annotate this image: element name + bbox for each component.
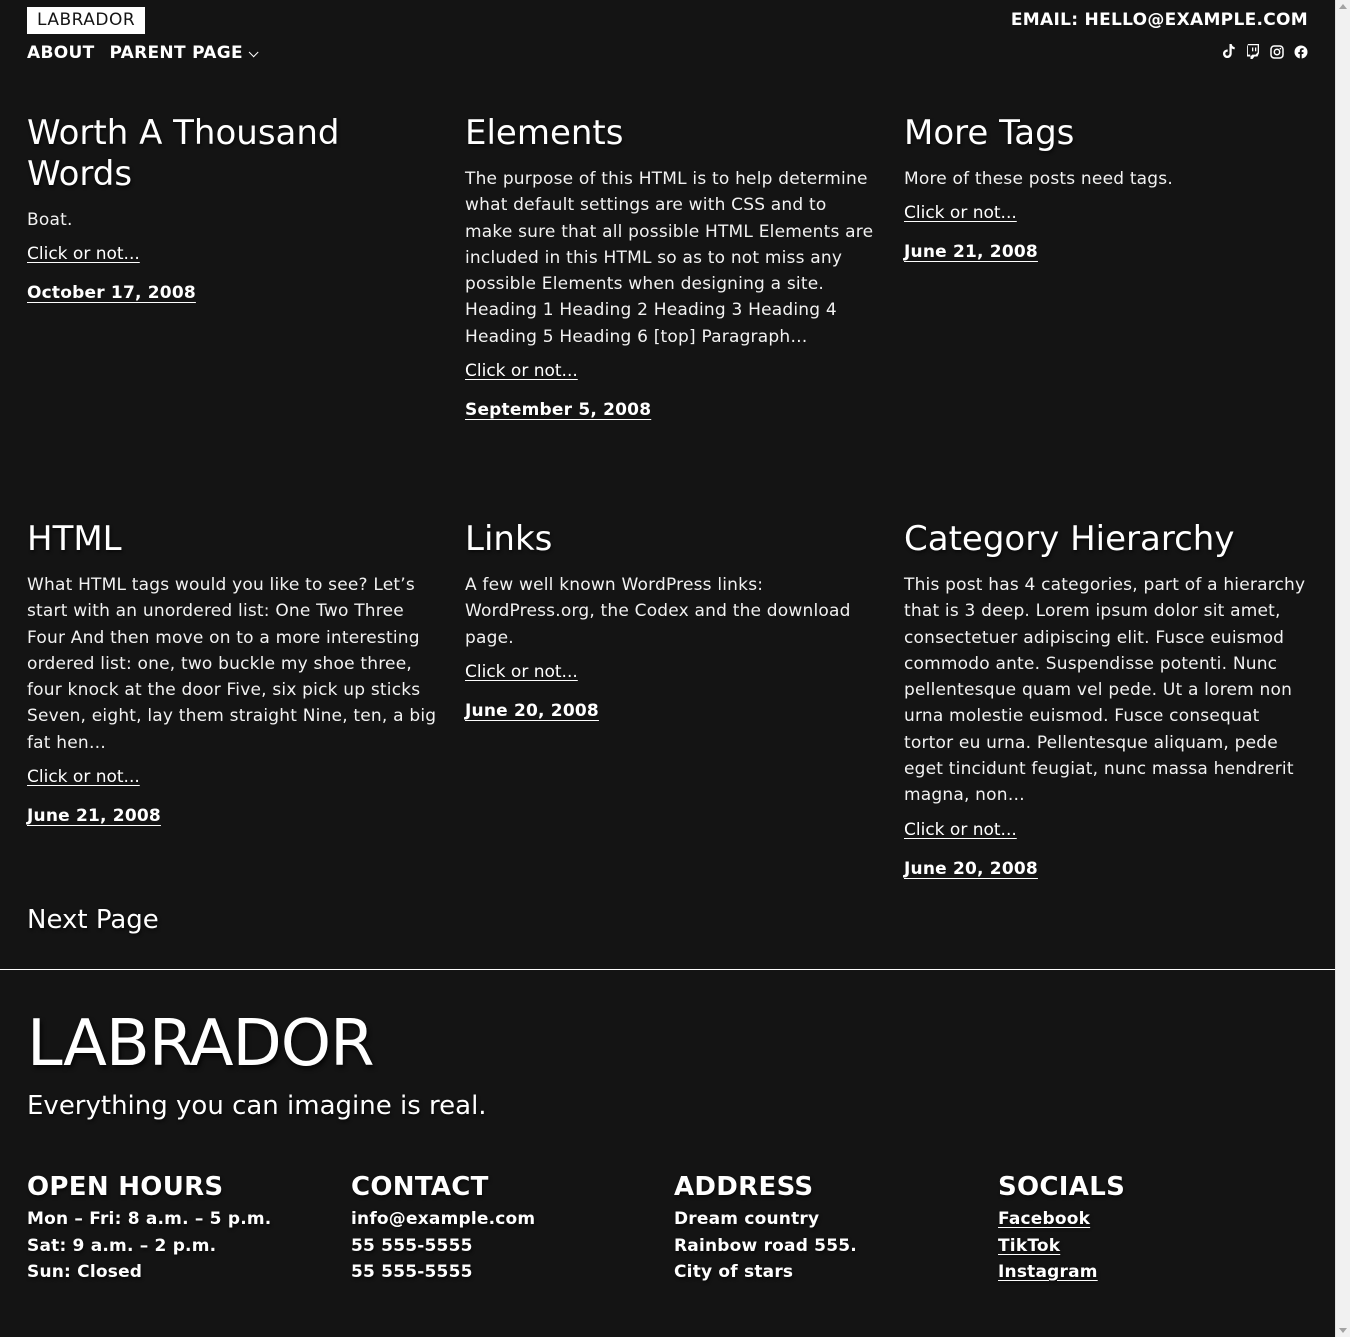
main-nav: [27, 41, 255, 65]
post-date[interactable]: June 20, 2008: [465, 700, 599, 721]
address-line: City of stars: [674, 1262, 794, 1282]
facebook-icon[interactable]: [1293, 44, 1308, 59]
chevron-down-icon: [249, 47, 259, 57]
footer-socials: [998, 1170, 1298, 1286]
post-title[interactable]: HTML: [27, 519, 122, 559]
footer-open-hours: [27, 1170, 327, 1286]
hours-line: Sat: 9 a.m. – 2 p.m.: [27, 1235, 217, 1256]
header-email: EMAIL: HELLO@EXAMPLE.COM: [1010, 10, 1308, 30]
next-page-link[interactable]: Next Page: [27, 905, 159, 935]
read-more-link[interactable]: Click or not...: [27, 244, 140, 265]
read-more-link[interactable]: Click or not...: [27, 767, 140, 788]
twitch-icon[interactable]: [1245, 44, 1260, 59]
nav-item-label: PARENT PAGE: [109, 43, 243, 63]
footer-heading: OPEN HOURS: [27, 1172, 224, 1202]
footer-site-title[interactable]: LABRADOR: [27, 1007, 374, 1081]
footer-contact: [351, 1170, 651, 1286]
address-line: Rainbow road 555.: [674, 1235, 857, 1256]
tiktok-icon[interactable]: [1221, 44, 1236, 59]
read-more-link[interactable]: Click or not...: [465, 661, 578, 682]
post-title[interactable]: Elements: [465, 113, 624, 153]
post-excerpt: The purpose of this HTML is to help determine what default settings are with CSS and to make sure that all possible HTML Elements are included in this HTML so as to not miss any possible Elements when designing a site. Heading 1 Heading 2 Heading 3 Heading 4 Heading 5 Heading 6 [top] Paragraph…: [465, 169, 874, 347]
post-date[interactable]: September 5, 2008: [465, 400, 652, 421]
nav-item-parent-page[interactable]: [109, 41, 254, 65]
footer-link-tiktok[interactable]: TikTok: [998, 1235, 1061, 1256]
hours-line: Sun: Closed: [27, 1262, 143, 1282]
post-title[interactable]: Links: [465, 519, 553, 559]
post-card: [27, 113, 437, 305]
hours-line: Mon – Fri: 8 a.m. – 5 p.m.: [27, 1209, 272, 1229]
contact-email: info@example.com: [351, 1209, 536, 1229]
scroll-down-icon[interactable]: [1339, 1328, 1347, 1333]
post-date[interactable]: June 21, 2008: [904, 242, 1038, 263]
footer-link-facebook[interactable]: Facebook: [998, 1209, 1091, 1229]
post-excerpt: This post has 4 categories, part of a hierarchy that is 3 deep. Lorem ipsum dolor sit amet, consectetuer adipiscing elit. Fusce euismod commodo ante. Suspendisse potenti. Nunc pellentesque quam vel pede. Ut a lorem non urna molestie euismod. Fusce consequat tortor eu urna. Pellentesque aliquam, pede eget tincidunt feugiat, nunc massa hendrerit magna, non…: [904, 575, 1306, 806]
read-more-link[interactable]: Click or not...: [904, 203, 1017, 224]
post-title[interactable]: Worth A Thousand Words: [27, 113, 340, 194]
address-line: Dream country: [674, 1209, 820, 1229]
footer-link-instagram[interactable]: Instagram: [998, 1262, 1098, 1282]
post-card: [465, 113, 875, 422]
read-more-link[interactable]: Click or not...: [465, 361, 578, 382]
footer-tagline: Everything you can imagine is real.: [27, 1091, 487, 1121]
footer-heading: SOCIALS: [998, 1172, 1126, 1202]
read-more-link[interactable]: Click or not...: [904, 819, 1017, 840]
post-title[interactable]: More Tags: [904, 113, 1075, 153]
post-card: [904, 519, 1314, 881]
header-social-links: [1221, 44, 1308, 59]
post-excerpt: More of these posts need tags.: [904, 169, 1173, 189]
nav-item-about[interactable]: [27, 41, 94, 65]
instagram-icon[interactable]: [1269, 44, 1284, 59]
post-excerpt: A few well known WordPress links: WordPress.org, the Codex and the download page.: [465, 575, 851, 648]
post-excerpt: What HTML tags would you like to see? Let’s start with an unordered list: One Two Three Four And then move on to a more interesting ordered list: one, two buckle my shoe three, four knock at the door Five, six pick up sticks Seven, eight, lay them straight Nine, ten, a big fat hen…: [27, 575, 437, 753]
footer-address: [674, 1170, 974, 1286]
post-card: [27, 519, 437, 828]
contact-phone: 55 555-5555: [351, 1262, 473, 1282]
footer-divider: [0, 969, 1335, 970]
site-logo[interactable]: LABRADOR: [27, 7, 145, 34]
post-card: [465, 519, 875, 723]
scroll-up-icon[interactable]: [1339, 4, 1347, 9]
post-date[interactable]: June 21, 2008: [27, 806, 161, 827]
footer-heading: CONTACT: [351, 1172, 489, 1202]
vertical-scrollbar[interactable]: [1335, 0, 1350, 1337]
post-date[interactable]: June 20, 2008: [904, 858, 1038, 879]
post-card: [904, 113, 1314, 264]
post-title[interactable]: Category Hierarchy: [904, 519, 1235, 559]
nav-item-label: ABOUT: [27, 43, 95, 63]
contact-phone: 55 555-5555: [351, 1235, 473, 1256]
post-date[interactable]: October 17, 2008: [27, 283, 196, 304]
footer-heading: ADDRESS: [674, 1172, 814, 1202]
post-excerpt: Boat.: [27, 210, 73, 230]
